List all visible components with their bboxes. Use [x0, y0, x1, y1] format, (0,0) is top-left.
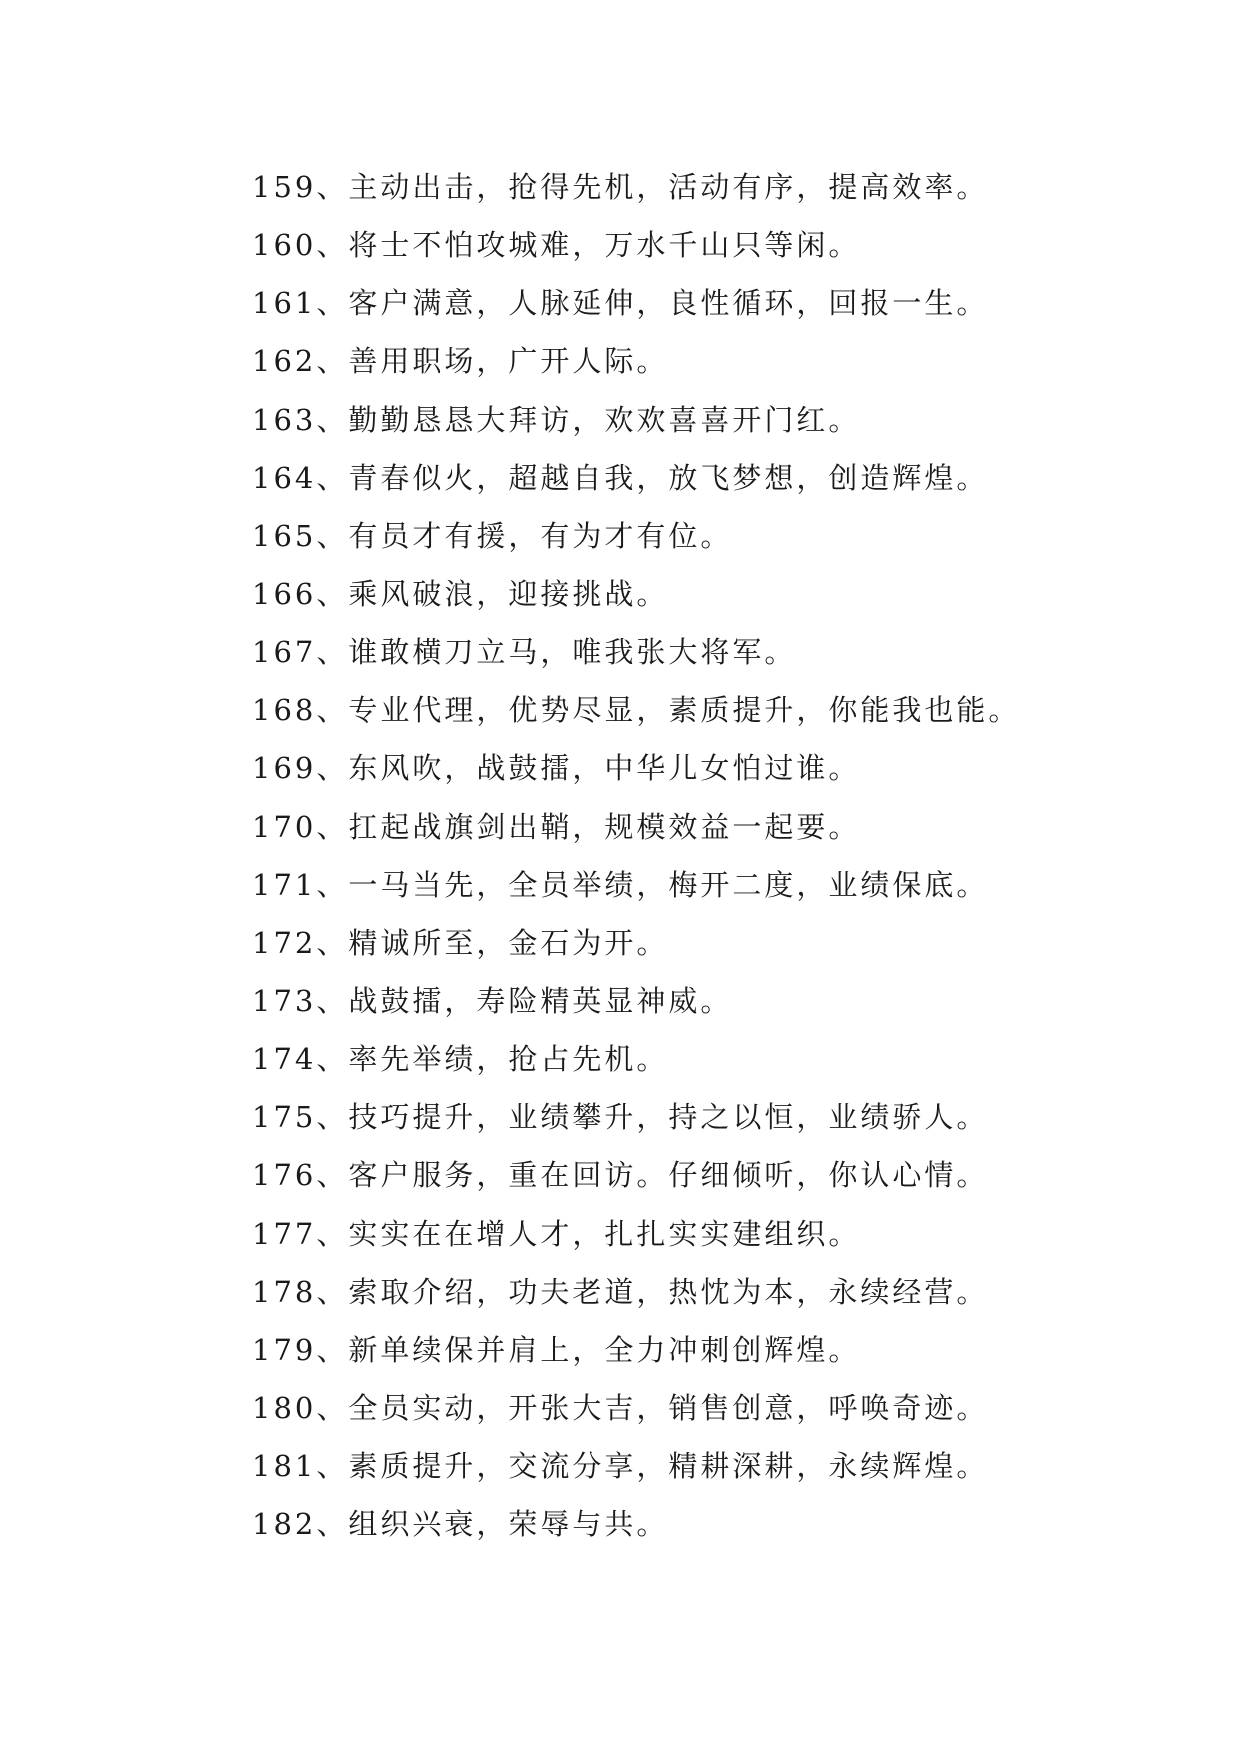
slogan-line: 169、东风吹，战鼓擂，中华儿女怕过谁。	[252, 751, 861, 786]
slogan-line: 159、主动出击，抢得先机，活动有序，提高效率。	[252, 170, 989, 204]
slogan-line: 160、将士不怕攻城难，万水千山只等闲。	[252, 228, 861, 263]
slogan-line: 174、率先举绩，抢占先机。	[252, 1042, 669, 1077]
slogan-line: 180、全员实动，开张大吉，销售创意，呼唤奇迹。	[252, 1390, 989, 1425]
slogan-line: 167、谁敢横刀立马，唯我张大将军。	[252, 635, 797, 670]
slogan-line: 162、善用职场，广开人际。	[252, 344, 669, 379]
slogan-line: 170、扛起战旗剑出鞘，规模效益一起要。	[252, 809, 861, 844]
slogan-list	[252, 158, 1020, 1553]
slogan-line: 176、客户服务，重在回访。仔细倾听，你认心情。	[252, 1158, 989, 1193]
slogan-line: 171、一马当先，全员举绩，梅开二度，业绩保底。	[252, 867, 989, 902]
slogan-line: 181、素质提升，交流分享，精耕深耕，永续辉煌。	[252, 1449, 989, 1484]
slogan-line: 179、新单续保并肩上，全力冲刺创辉煌。	[252, 1332, 861, 1367]
slogan-line: 168、专业代理，优势尽显，素质提升，你能我也能。	[252, 693, 1021, 728]
slogan-line: 178、索取介绍，功夫老道，热忱为本，永续经营。	[252, 1274, 989, 1309]
slogan-line: 164、青春似火，超越自我，放飞梦想，创造辉煌。	[252, 460, 989, 495]
slogan-line: 177、实实在在增人才，扎扎实实建组织。	[252, 1216, 861, 1251]
slogan-line: 161、客户满意，人脉延伸，良性循环，回报一生。	[252, 286, 989, 321]
slogan-line: 182、组织兴衰，荣辱与共。	[252, 1507, 669, 1542]
slogan-line: 163、勤勤恳恳大拜访，欢欢喜喜开门红。	[252, 402, 861, 437]
slogan-line: 175、技巧提升，业绩攀升，持之以恒，业绩骄人。	[252, 1100, 989, 1135]
slogan-line: 165、有员才有援，有为才有位。	[252, 518, 733, 553]
slogan-line: 172、精诚所至，金石为开。	[252, 925, 669, 960]
slogan-line: 173、战鼓擂，寿险精英显神威。	[252, 983, 733, 1018]
slogan-line: 166、乘风破浪，迎接挑战。	[252, 576, 669, 611]
